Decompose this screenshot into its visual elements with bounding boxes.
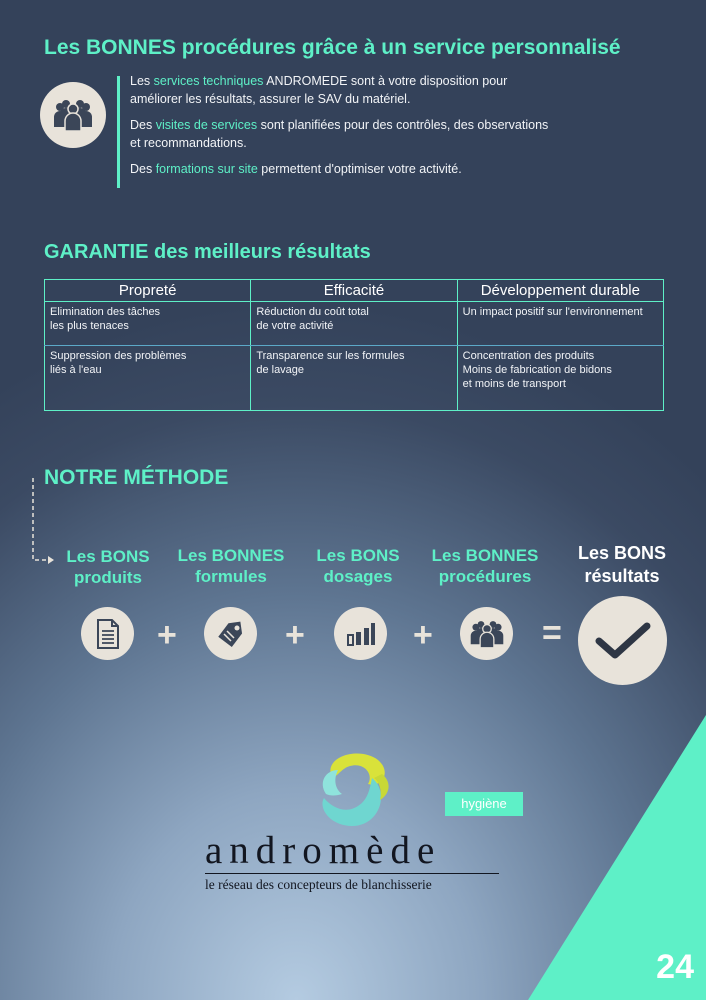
tag-icon <box>204 607 257 660</box>
step-label-dosages: Les BONS dosages <box>316 546 400 586</box>
brand-tagline: le réseau des concepteurs de blanchisserie <box>205 877 432 892</box>
intro-paragraph: Des visites de services sont planifiées pour des contrôles, des observations et recommandations. <box>130 118 549 150</box>
table-cell: Transparence sur les formules de lavage <box>251 346 457 411</box>
table-header: Développement durable <box>457 280 663 302</box>
step-label-produits: Les BONS produits <box>66 547 150 587</box>
plus-operator: + <box>413 616 433 654</box>
brand-rule <box>205 873 499 874</box>
step-label-formules: Les BONNES formules <box>177 546 285 586</box>
bar-chart-icon <box>334 607 387 660</box>
intro-accent-bar <box>117 76 120 188</box>
checkmark-icon <box>578 596 667 685</box>
andromede-logo-mark <box>312 748 398 830</box>
plus-operator: + <box>285 616 305 654</box>
intro-text <box>130 72 550 186</box>
hygiene-badge: hygiène <box>445 792 523 816</box>
guarantee-table <box>44 279 664 411</box>
document-icon <box>81 607 134 660</box>
table-row <box>45 346 664 411</box>
intro-paragraph: Des formations sur site permettent d'optimiser votre activité. <box>130 162 462 176</box>
intro-paragraph: Les services techniques ANDROMEDE sont à votre disposition pour améliorer les résultats, assurer le SAV du matériel. <box>130 74 508 106</box>
table-cell: Suppression des problèmes liés à l'eau <box>45 346 251 411</box>
brand-name: andromède <box>205 829 442 872</box>
table-cell: Réduction du coût total de votre activité <box>251 302 457 346</box>
table-cell: Elimination des tâches les plus tenaces <box>45 302 251 346</box>
table-header: Propreté <box>45 280 251 302</box>
section2-title: GARANTIE des meilleurs résultats <box>44 241 371 263</box>
table-cell: Concentration des produits Moins de fabrication de bidons et moins de transport <box>457 346 663 411</box>
table-header: Efficacité <box>251 280 457 302</box>
table-row <box>45 302 664 346</box>
team-icon <box>40 82 106 148</box>
step-label-resultats: Les BONS résultats <box>577 543 667 586</box>
equals-operator: = <box>542 614 562 652</box>
section3-title: NOTRE MÉTHODE <box>44 466 229 489</box>
section1-title: Les BONNES procédures grâce à un service personnalisé <box>44 36 621 59</box>
plus-operator: + <box>157 616 177 654</box>
page-number: 24 <box>656 948 694 986</box>
table-cell: Un impact positif sur l'environnement <box>457 302 663 346</box>
team-icon <box>460 607 513 660</box>
step-label-procedures: Les BONNES procédures <box>431 546 539 586</box>
